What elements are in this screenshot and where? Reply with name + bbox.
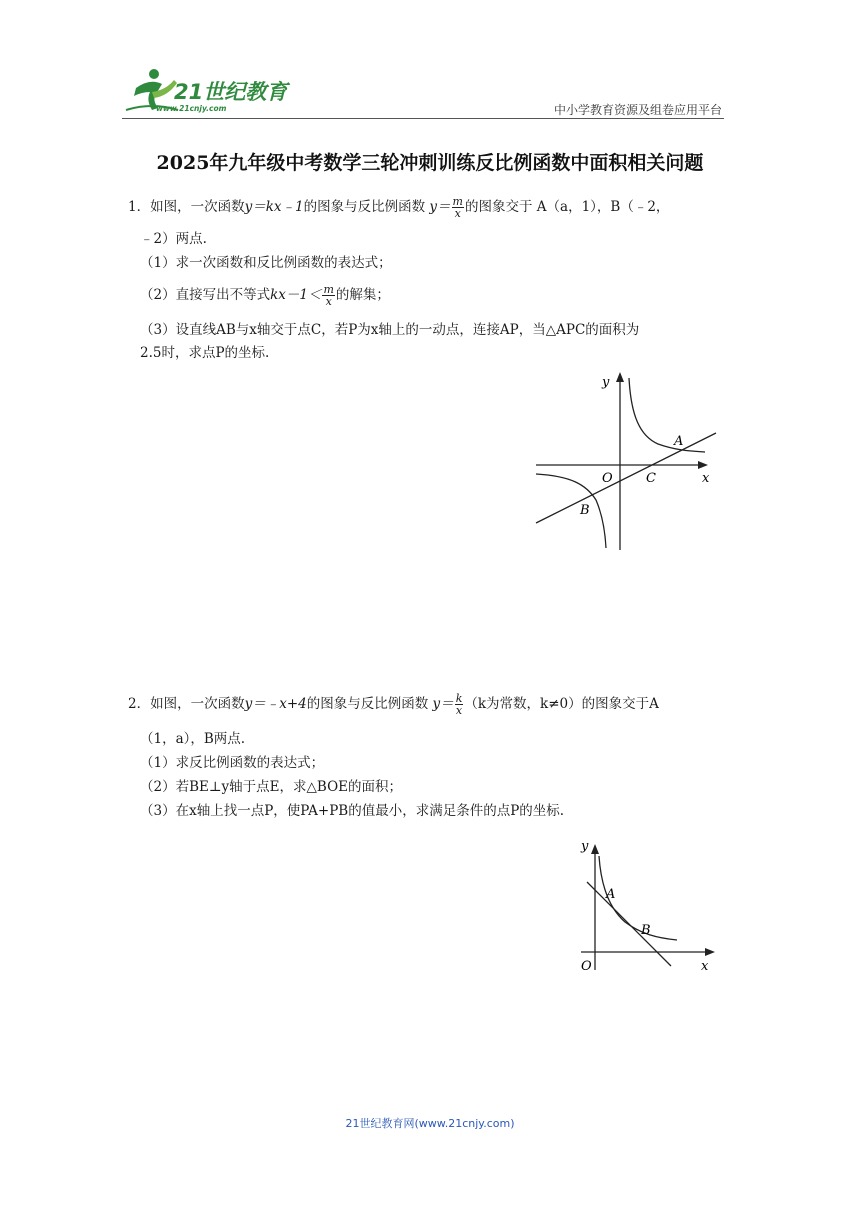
q2-label-b: B <box>641 923 651 938</box>
q1-y-arrow-icon <box>616 372 624 382</box>
q2-frac-den: x <box>455 704 463 717</box>
q1-line-2: ﹣2）两点. <box>140 231 207 247</box>
q1-linear-func: y＝kx﹣1 <box>244 199 304 215</box>
q2-label-x: x <box>701 959 709 974</box>
q1-line-1 <box>128 196 669 219</box>
q1-fraction-2 <box>322 284 334 307</box>
q1-label-b: B <box>580 503 590 518</box>
logo-text: 21世纪教育 <box>174 80 288 104</box>
q2-line-2: （1，a），B两点. <box>140 731 246 747</box>
q2-y-arrow-icon <box>591 844 599 854</box>
q2-x-arrow-icon <box>705 948 715 956</box>
q1-text: 的图象交于 <box>464 199 533 215</box>
q2-text: （k为常数，k≠0）的图象交于A <box>464 696 659 712</box>
q2-line-1 <box>128 693 659 716</box>
q1-part-3: （3）设直线AB与x轴交于点C，若P为x轴上的一动点，连接AP，当△APC的面积为 <box>140 322 640 338</box>
q2-part-2: （2）若BE⊥y轴于点E，求△BOE的面积； <box>140 779 403 795</box>
q1-text: 的解集； <box>335 287 390 303</box>
q1-part-2 <box>140 284 390 307</box>
q1-frac-num: m <box>452 195 463 208</box>
q1-part-1: （1）求一次函数和反比例函数的表达式； <box>140 255 392 271</box>
q1-text: 1．如图，一次函数 <box>128 199 245 215</box>
q2-linear-func: y＝﹣x+4 <box>244 696 307 712</box>
q2-label-o: O <box>581 959 592 974</box>
q1-points: A（a，1），B（﹣2， <box>536 199 670 215</box>
q1-inverse-func: y＝ <box>429 199 451 215</box>
q1-fraction <box>452 196 464 219</box>
q2-fraction <box>455 693 464 716</box>
q2-label-a: A <box>606 887 616 902</box>
q1-hyperbola-right <box>629 378 705 452</box>
q2-text: 2．如图，一次函数 <box>128 696 245 712</box>
q1-label-y: y <box>602 375 610 390</box>
page-title: 2025年九年级中考数学三轮冲刺训练反比例函数中面积相关问题 <box>156 152 704 174</box>
q1-x-arrow-icon <box>698 461 708 469</box>
q2-inverse-func: y＝ <box>432 696 454 712</box>
q2-part-1: （1）求反比例函数的表达式； <box>140 755 325 771</box>
q1-frac-den: x <box>454 207 461 220</box>
q2-text: 的图象与反比例函数 <box>306 696 429 712</box>
q2-label-y: y <box>581 839 589 854</box>
q1-part-3-cont: 2.5时，求点P的坐标. <box>140 345 270 361</box>
q1-frac-num-2: m <box>323 283 334 296</box>
q1-figure <box>530 368 730 554</box>
q2-line-ab <box>587 882 671 966</box>
header-divider <box>122 118 724 119</box>
q1-inequality: kx－1＜ <box>270 287 322 303</box>
q1-frac-den-2: x <box>325 295 332 308</box>
q2-part-3: （3）在x轴上找一点P，使PA+PB的值最小，求满足条件的点P的坐标. <box>140 803 565 819</box>
q2-figure <box>575 830 721 976</box>
site-logo <box>122 66 302 118</box>
logo-url: www.21cnjy.com <box>156 104 227 113</box>
q1-label-x: x <box>702 471 710 486</box>
footer-link[interactable]: 21世纪教育网(www.21cnjy.com) <box>345 1117 515 1130</box>
q1-text: 的图象与反比例函数 <box>303 199 426 215</box>
q2-frac-num: k <box>455 692 463 705</box>
q1-text: （2）直接写出不等式 <box>140 287 271 303</box>
q1-hyperbola-left <box>536 474 606 548</box>
q1-label-c: C <box>646 471 656 486</box>
q1-label-o: O <box>602 471 613 486</box>
platform-label: 中小学教育资源及组卷应用平台 <box>553 103 722 117</box>
q1-label-a: A <box>674 434 684 449</box>
